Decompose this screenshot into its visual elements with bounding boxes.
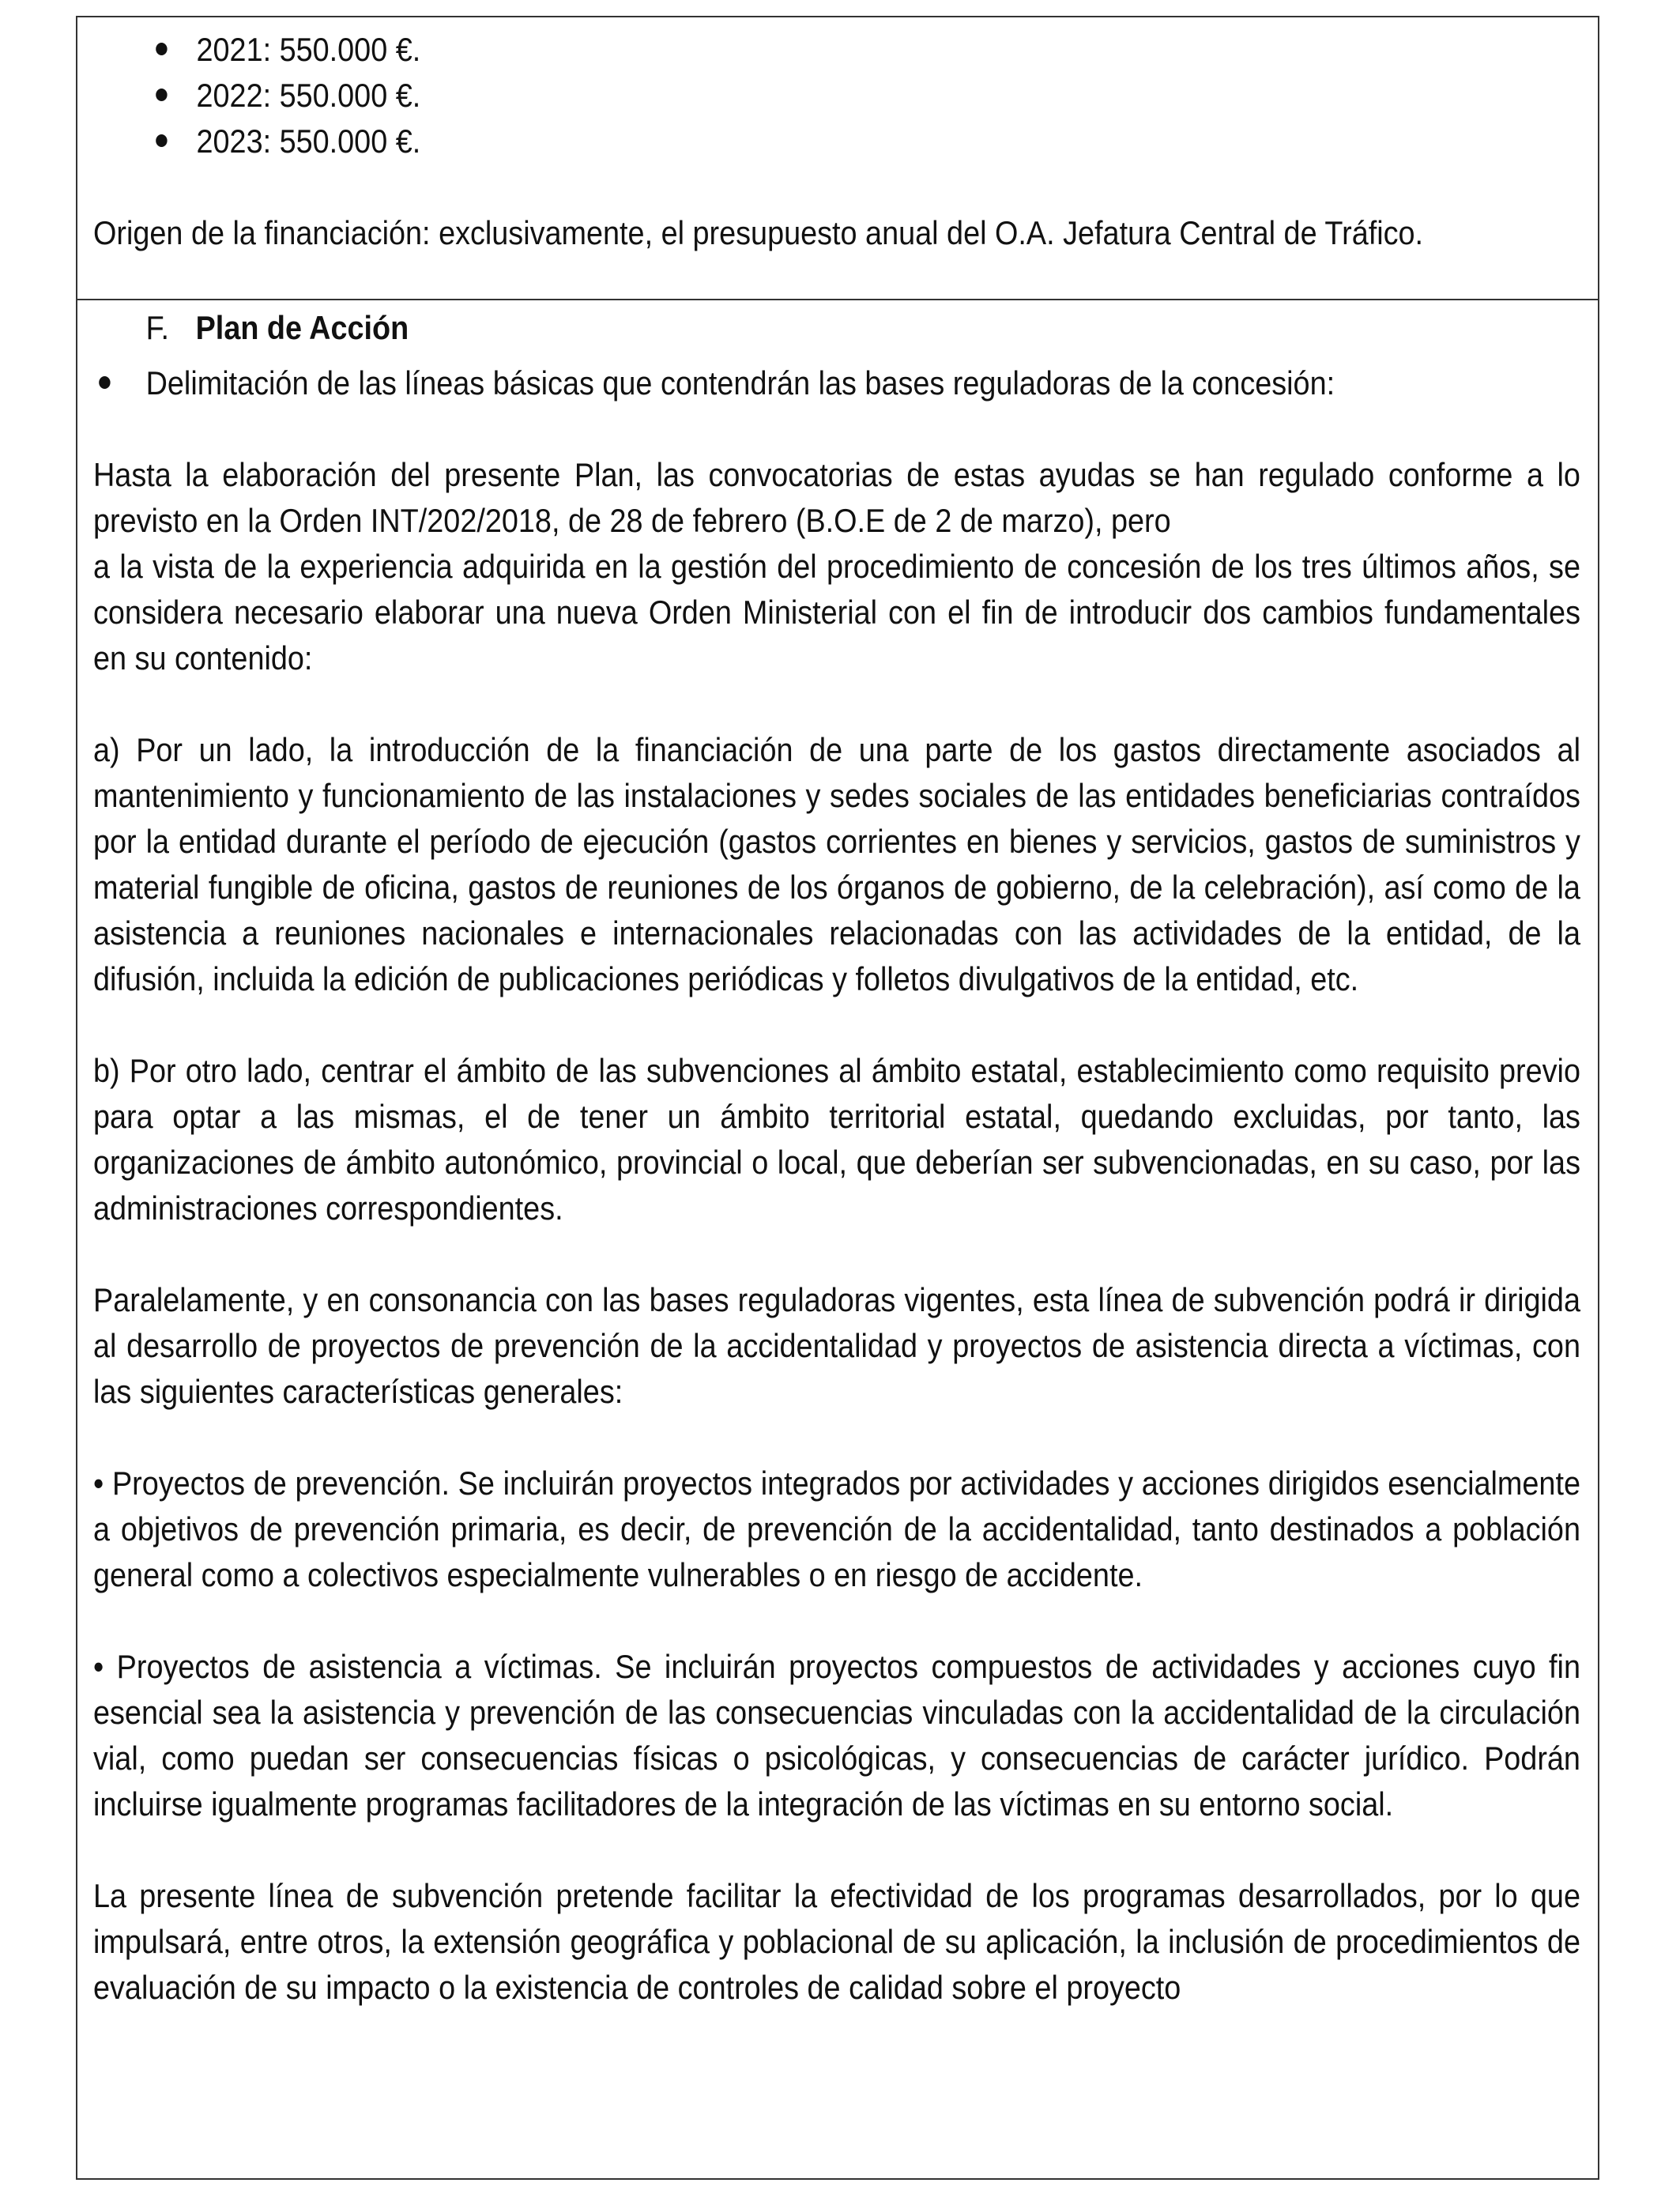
list-item: 2021: 550.000 €.: [93, 27, 1580, 73]
budget-list: [93, 27, 1580, 164]
paragraph-intro-2: a la vista de la experiencia adquirida en la gestión del procedimiento de concesión de los tres últimos años, se considera necesario elaborar una nueva Orden Ministerial con el fin de introducir dos cambios fundamentales en su contenido:: [93, 548, 1580, 677]
list-item: 2022: 550.000 €.: [93, 73, 1580, 119]
action-plan-section: [93, 305, 1580, 2011]
section-heading: [93, 305, 1633, 351]
paragraph-presente-linea: La presente línea de subvención pretende facilitar la efectividad de los programas desarrollados, por lo que impulsará, entre otros, la extensión geográfica y poblacional de su aplicación, la inclusión de procedimientos de evaluación de su impacto o la existencia de controles de calidad sobre el proyecto: [93, 1877, 1580, 2006]
section-letter: F.: [145, 309, 170, 346]
paragraph-prevencion: • Proyectos de prevención. Se incluirán proyectos integrados por actividades y acciones dirigidos esencialmente a objetivos de prevención primaria, es decir, de prevención de la accidentalidad, tanto destinados a población general como a colectivos especialmente vulnerables o en riesgo de accidente.: [93, 1465, 1580, 1593]
plan-bullet: Delimitación de las líneas básicas que contendrán las bases reguladoras de la concesión:: [93, 360, 1633, 406]
paragraph-asistencia: • Proyectos de asistencia a víctimas. Se incluirán proyectos compuestos de actividades y acciones cuyo fin esencial sea la asistencia y prevención de las consecuencias vinculadas con la accidentalidad de la circulación vial, como puedan ser consecuencias físicas o psicológicas, y consecuencias de carácter jurídico. Podrán incluirse igualmente programas facilitadores de la integración de las víctimas en su entorno social.: [93, 1648, 1580, 1823]
bullet-icon: [156, 43, 167, 55]
paragraph-a: a) Por un lado, la introducción de la financiación de una parte de los gastos directamente asociados al mantenimiento y funcionamiento de las instalaciones y sedes sociales de las entidades beneficiarias contraídos por la entidad durante el período de ejecución (gastos corrientes en bienes y servicios, gastos de suministros y material fungible de oficina, gastos de reuniones de los órganos de gobierno, de la celebración), así como de la asistencia a reuniones nacionales e internacionales relacionadas con las actividades de la entidad, de la difusión, incluida la edición de publicaciones periódicas y folletos divulgativos de la entidad, etc.: [93, 731, 1580, 997]
paragraph-paralelamente: Paralelamente, y en consonancia con las bases reguladoras vigentes, esta línea de subvención podrá ir dirigida al desarrollo de proyectos de prevención de la accidentalidad y proyectos de asistencia directa a víctimas, con las siguientes características generales:: [93, 1281, 1580, 1410]
funding-origin: Origen de la financiación: exclusivamente, el presupuesto anual del O.A. Jefatura Central de Tráfico.: [93, 214, 1424, 251]
paragraph-intro-1: Hasta la elaboración del presente Plan, las convocatorias de estas ayudas se han regulado conforme a lo previsto en la Orden INT/202/2018, de 28 de febrero (B.O.E de 2 de marzo), pero: [93, 456, 1580, 539]
bullet-icon: [156, 134, 167, 147]
bullet-icon: [156, 89, 167, 101]
bullet-icon: [99, 376, 110, 389]
paragraph-b: b) Por otro lado, centrar el ámbito de las subvenciones al ámbito estatal, establecimiento como requisito previo para optar a las mismas, el de tener un ámbito territorial estatal, quedando excluidas, por tanto, las organizaciones de ámbito autonómico, provincial o local, que deberían ser subvencionadas, en su caso, por las administraciones correspondientes.: [93, 1052, 1580, 1227]
section-divider: [77, 299, 1598, 300]
budget-section: [93, 27, 1580, 256]
document-table: [76, 16, 1599, 2180]
section-title: Plan de Acción: [195, 309, 409, 346]
list-item: 2023: 550.000 €.: [93, 119, 1580, 164]
